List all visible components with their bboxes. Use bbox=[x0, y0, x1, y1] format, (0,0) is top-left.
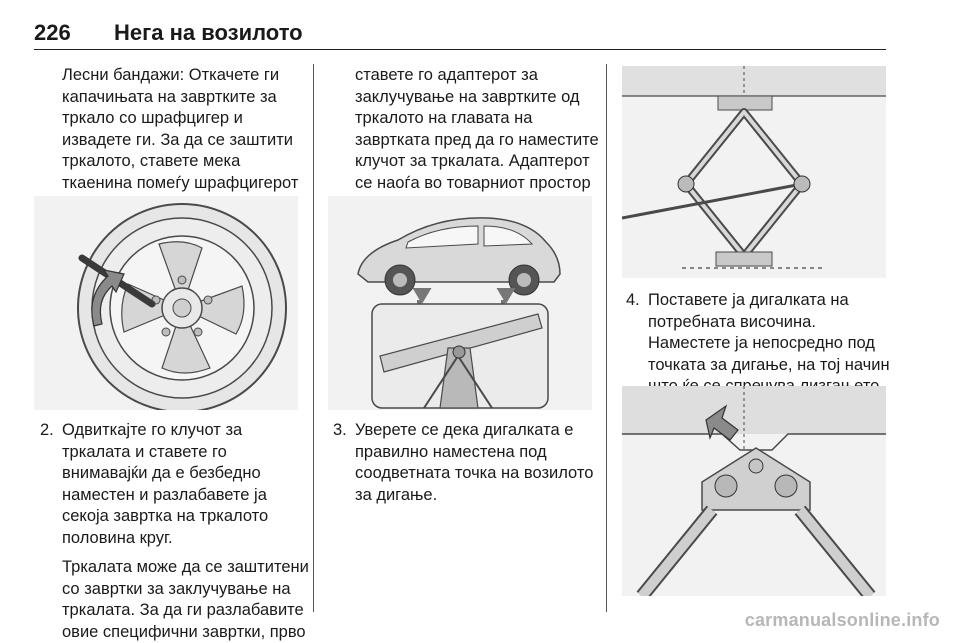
column-divider-2 bbox=[606, 64, 607, 612]
col1-intro-line: ткаенина помеѓу шрафцигерот bbox=[62, 173, 312, 195]
col2-intro-line: тркалото на главата на bbox=[355, 108, 600, 130]
col1-intro-line: тркало со шрафцигер и bbox=[62, 108, 312, 130]
col1-intro-line: тркалото, ставете мека bbox=[62, 151, 312, 173]
step2-line: половина круг. bbox=[62, 528, 310, 550]
col2-step3 bbox=[333, 420, 603, 506]
step2-line: тркалата и ставете го bbox=[62, 442, 310, 464]
page-title: Нега на возилото bbox=[114, 20, 303, 46]
page-number: 226 bbox=[34, 20, 71, 46]
step3-line: Уверете се дека дигалката е bbox=[355, 420, 603, 442]
col2-intro bbox=[355, 65, 600, 216]
car-lift-illustration bbox=[328, 196, 592, 410]
step4-number: 4. bbox=[626, 290, 640, 312]
col2-intro-line: завртката пред да го наместите bbox=[355, 130, 600, 152]
col3-step4 bbox=[626, 290, 888, 398]
scissor-jack-illustration bbox=[622, 66, 886, 278]
step2-line: внимавајќи да е безбедно bbox=[62, 463, 310, 485]
col1-intro bbox=[62, 65, 312, 216]
step2b-line: тркалата. За да ги разлабавите bbox=[62, 600, 310, 622]
scissor-jack-drawing bbox=[622, 66, 886, 278]
watermark-text: carmanualsonline.info bbox=[745, 610, 940, 631]
step2-line: секоја завртка на тркалото bbox=[62, 506, 310, 528]
step2b-line: овие специфични завртки, прво bbox=[62, 622, 310, 643]
wheel-bolt-illustration bbox=[34, 196, 298, 410]
step2-line: наместен и разлабавете ја bbox=[62, 485, 310, 507]
step4-line: точката за дигање, на тој начин bbox=[648, 355, 888, 377]
step2b-line: Тркалата може да се заштитени bbox=[62, 557, 310, 579]
jack-contact-point-illustration bbox=[622, 386, 886, 596]
col1-intro-line: Лесни бандажи: Откачете ги bbox=[62, 65, 312, 87]
step2b-line: со завртки за заклучување на bbox=[62, 579, 310, 601]
step3-number: 3. bbox=[333, 420, 347, 442]
col2-intro-line: клучот за тркалата. Адаптерот bbox=[355, 151, 600, 173]
step3-line: соодветната точка на возилото bbox=[355, 463, 603, 485]
column-divider-1 bbox=[313, 64, 314, 612]
header-rule bbox=[34, 49, 886, 50]
step4-line: потребната височина. bbox=[648, 312, 888, 334]
col1-intro-line: капачињата на завртките за bbox=[62, 87, 312, 109]
jack-head-drawing bbox=[622, 386, 886, 596]
step3-line: за дигање. bbox=[355, 485, 603, 507]
col2-intro-line: заклучување на завртките од bbox=[355, 87, 600, 109]
col1-step2 bbox=[40, 420, 310, 643]
col1-intro-line: извадете ги. За да се заштити bbox=[62, 130, 312, 152]
page-header bbox=[34, 16, 886, 46]
wheel-illustration bbox=[34, 196, 298, 410]
step2-line: Одвиткајте го клучот за bbox=[62, 420, 310, 442]
step2-number: 2. bbox=[40, 420, 54, 442]
step4-line: Поставете ја дигалката на bbox=[648, 290, 888, 312]
step4-line: Наместете ја непосредно под bbox=[648, 333, 888, 355]
col2-intro-line: ставете го адаптерот за bbox=[355, 65, 600, 87]
col2-intro-line: се наоѓа во товарниот простор bbox=[355, 173, 600, 195]
step3-line: правилно наместена под bbox=[355, 442, 603, 464]
car-jack-point-illustration bbox=[328, 196, 592, 410]
